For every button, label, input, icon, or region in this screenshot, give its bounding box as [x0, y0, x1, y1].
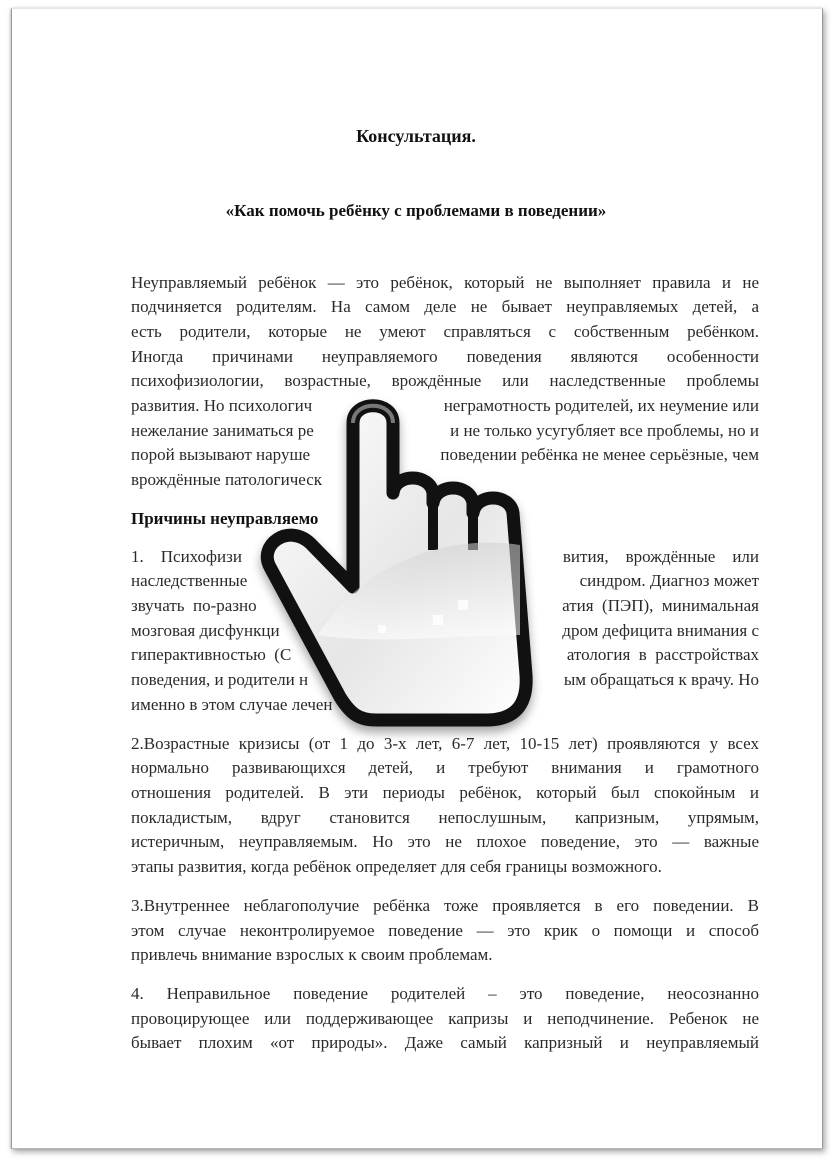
cause4-line: провоцирующее или поддерживающее капризы и неподчинение. Ребенок не: [131, 1009, 759, 1028]
cause1-line-left: гиперактивностью (С: [131, 645, 292, 664]
cause1-line-left: мозговая дисфункци: [131, 621, 280, 640]
cause1-line-right: дром дефицита внимания с: [562, 621, 759, 640]
intro-line-left: врождённые патологическ: [131, 470, 323, 489]
cause1-line-left: звучать по-разно: [131, 596, 257, 615]
intro-line-left: нежелание заниматься ре: [131, 421, 314, 440]
cause2-line: истеричным, неуправляемым. Но это не плохое поведение, это — важные: [131, 832, 759, 851]
intro-line: есть родители, которые не умеют справляться с собственным ребёнком.: [131, 322, 759, 341]
causes-heading: Причины неуправляемо: [131, 509, 319, 528]
intro-line: Иногда причинами неуправляемого поведения являются особенности: [131, 347, 759, 366]
cause3-line: этом случае неконтролируемое поведение — это крик о помощи и способ: [131, 921, 759, 940]
cause2-line: отношения родителей. В эти периоды ребёнок, который был спокойным и: [131, 783, 759, 802]
cause4-line: бывает плохим «от природы». Даже самый капризный и неуправляемый: [131, 1033, 759, 1052]
pointing-hand-cursor-icon: [258, 385, 548, 737]
intro-line-left: развития. Но психологич: [131, 396, 313, 415]
intro-line: Неуправляемый ребёнок — это ребёнок, который не выполняет правила и не: [131, 273, 759, 292]
cause1-line-right: синдром. Диагноз может: [579, 571, 759, 590]
cause1-line-left: наследственные: [131, 571, 248, 590]
document-title: Консультация.: [356, 126, 476, 146]
cause1-line-right: вития, врождённые или: [562, 547, 759, 566]
cause2-line: этапы развития, когда ребёнок определяет для себя границы возможного.: [131, 857, 662, 876]
intro-line: психофизиологии, возрастные, врождённые или наследственные проблемы: [131, 371, 759, 390]
intro-line-right: неграмотность родителей, их неумение или: [443, 396, 759, 415]
cause4-line: 4. Неправильное поведение родителей – это поведение, неосознанно: [131, 984, 759, 1003]
cause2-line: 2.Возрастные кризисы (от 1 до 3-х лет, 6-7 лет, 10-15 лет) проявляются у всех: [131, 734, 759, 753]
cause3-line: привлечь внимание взрослых к своим проблемам.: [131, 945, 493, 964]
cause1-line-left: поведения, и родители н: [131, 670, 309, 689]
intro-line: подчиняется родителям. На самом деле не бывает неуправляемых детей, а: [131, 297, 759, 316]
intro-line-left: порой вызывают наруше: [131, 445, 311, 464]
cause2-line: покладистым, вдруг становится непослушным, капризным, упрямым,: [131, 808, 759, 827]
cause1-line-left: именно в этом случае лечен: [131, 695, 333, 714]
cause1-line-right: атия (ПЭП), минимальная: [562, 596, 759, 615]
intro-line-right: поведении ребёнка не менее серьёзные, чем: [440, 445, 759, 464]
cause2-line: нормально развивающихся детей, и требуют внимания и грамотного: [131, 758, 759, 777]
cause1-line-left: 1. Психофизи: [131, 547, 242, 566]
document-subtitle: «Как помочь ребёнку с проблемами в поведении»: [225, 201, 607, 220]
cause1-line-right: атология в расстройствах: [566, 645, 759, 664]
cause1-line-right: ым обращаться к врачу. Но: [563, 670, 759, 689]
cause3-line: 3.Внутреннее неблагополучие ребёнка тоже проявляется в его поведении. В: [131, 896, 759, 915]
intro-line-right: и не только усугубляет все проблемы, но и: [450, 421, 759, 440]
